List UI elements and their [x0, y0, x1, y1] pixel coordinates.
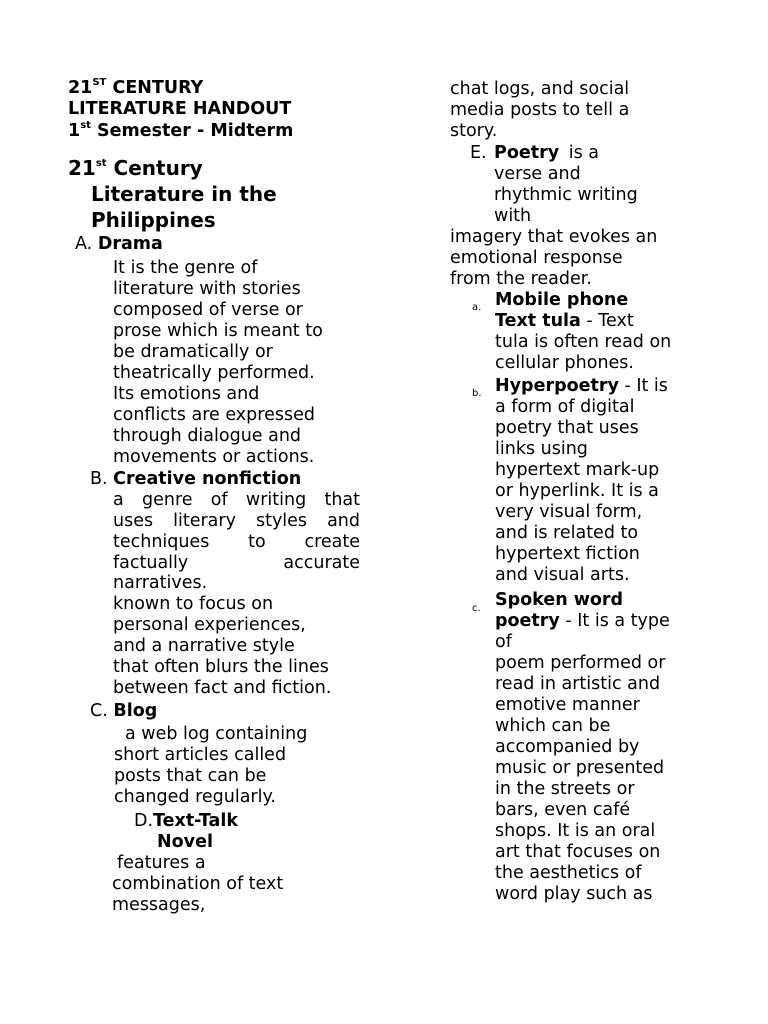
subitem-a-line: cellular phones. [495, 353, 634, 373]
poetry-line: from the reader. [450, 269, 592, 289]
subitem-c-line: of [495, 632, 512, 652]
texttalk-heading [134, 811, 238, 832]
blog-line: a web log containing [125, 724, 308, 744]
subitem-c-line: emotive manner [495, 695, 640, 715]
subitem-c-line: accompanied by [495, 737, 640, 757]
texttalk-line: combination of text [112, 874, 284, 894]
subitem-c-line: poem performed or [495, 653, 666, 673]
subitem-c-line: which can be [495, 716, 611, 736]
nonfiction-title: Creative nonfiction [113, 469, 302, 489]
poetry-line: verse and [494, 164, 581, 184]
poetry-title-rest: is a [568, 143, 599, 163]
blog-heading [90, 701, 157, 722]
subitem-b-line: and visual arts. [495, 565, 630, 585]
drama-line: It is the genre of [113, 258, 258, 278]
subitem-b-line: very visual form, [495, 502, 643, 522]
nonfiction-line: known to focus on [113, 594, 274, 614]
poetry-heading [494, 143, 599, 164]
texttalk-line: messages, [112, 895, 206, 915]
subitem-c-marker: c. [472, 603, 481, 614]
nonfiction-justified-body [113, 490, 360, 574]
drama-heading [75, 234, 163, 255]
drama-line: movements or actions. [113, 447, 315, 467]
subitem-b-body [495, 397, 659, 586]
right-intro-line: chat logs, and social [450, 79, 630, 99]
subitem-c-body [495, 632, 665, 905]
section-heading-line-2: Literature in the [91, 182, 277, 206]
subitem-b-marker: b. [472, 388, 482, 399]
subitem-c-line: the aesthetics of [495, 863, 642, 883]
subitem-b-line: hypertext fiction [495, 544, 640, 564]
nonfiction-line: between fact and fiction. [113, 678, 332, 698]
section-heading-line-1: 21st Century [68, 156, 203, 180]
poetry-body [450, 227, 657, 290]
subitem-c-line: music or presented [495, 758, 665, 778]
subitem-c-line: shops. It is an oral [495, 821, 656, 841]
nonfiction-heading [90, 469, 301, 490]
subitem-c-line: bars, even café [495, 800, 631, 820]
poetry-title: Poetry [494, 143, 560, 163]
subitem-a-line: tula is often read on [495, 332, 672, 352]
texttalk-marker: D. [134, 811, 154, 831]
poetry-marker: E. [470, 143, 487, 163]
subitem-b-line: and is related to [495, 523, 639, 543]
drama-line: theatrically performed. [113, 363, 315, 383]
nonfiction-line: and a narrative style [113, 636, 295, 656]
handout-subtitle-semester: 1st Semester - Midterm [68, 120, 294, 141]
poetry-line: with [494, 206, 532, 226]
drama-body [113, 258, 323, 468]
subitem-c-title-line-2: poetry - It is a type [495, 611, 670, 631]
subitem-a-body [495, 332, 671, 374]
nonfiction-line: a genre of writing that [113, 490, 360, 510]
subitem-c-line: read in artistic and [495, 674, 661, 694]
poetry-indented-body [494, 164, 638, 227]
subitem-c-line: art that focuses on [495, 842, 661, 862]
nonfiction-line: uses literary styles and [113, 511, 360, 531]
subitem-a-title-line-2: Text tula - Text [495, 311, 634, 331]
nonfiction-line: factually accurate [113, 553, 360, 573]
subitem-b-line: hypertext mark-up [495, 460, 660, 480]
subitem-b-line: poetry that uses [495, 418, 639, 438]
subitem-b-line: links using [495, 439, 588, 459]
poetry-line: rhythmic writing [494, 185, 638, 205]
texttalk-line: features a [117, 853, 206, 873]
drama-marker: A. [75, 234, 93, 254]
poetry-line: emotional response [450, 248, 623, 268]
texttalk-body [112, 874, 283, 916]
blog-marker: C. [90, 701, 108, 721]
blog-title: Blog [113, 701, 158, 721]
texttalk-title: Text-Talk [153, 811, 239, 831]
subitem-b-line: a form of digital [495, 397, 635, 417]
subitem-c-line: word play such as [495, 884, 653, 904]
blog-line: short articles called [114, 745, 287, 765]
subitem-b-title-line: Hyperpoetry - It is [495, 376, 668, 396]
subitem-c-line: in the streets or [495, 779, 635, 799]
poetry-line: imagery that evokes an [450, 227, 658, 247]
subitem-a-title: Mobile phone [495, 290, 629, 310]
blog-body [114, 745, 286, 808]
handout-title-line-2: LITERATURE HANDOUT [68, 99, 292, 119]
subitem-a-marker: a. [472, 302, 482, 313]
drama-line: be dramatically or [113, 342, 273, 362]
subitem-b-title: Hyperpoetry [495, 376, 619, 396]
texttalk-title-line-2: Novel [157, 832, 213, 852]
nonfiction-marker: B. [90, 469, 108, 489]
right-intro-body [450, 79, 629, 142]
subitem-b-line: or hyperlink. It is a [495, 481, 659, 501]
handout-title-line-1: 21ST CENTURY [68, 77, 204, 98]
drama-line: conflicts are expressed [113, 405, 315, 425]
drama-line: composed of verse or [113, 300, 303, 320]
drama-line: through dialogue and [113, 426, 302, 446]
drama-line: Its emotions and [113, 384, 260, 404]
drama-line: prose which is meant to [113, 321, 323, 341]
right-intro-line: story. [450, 121, 498, 141]
drama-title: Drama [97, 234, 163, 254]
blog-line: changed regularly. [114, 787, 276, 807]
nonfiction-line: that often blurs the lines [113, 657, 329, 677]
nonfiction-body [113, 573, 331, 699]
drama-line: literature with stories [113, 279, 301, 299]
nonfiction-line: personal experiences, [113, 615, 306, 635]
subitem-c-title: Spoken word [495, 590, 624, 610]
nonfiction-line: narratives. [113, 573, 208, 593]
blog-line: posts that can be [114, 766, 267, 786]
nonfiction-line: techniques to create [113, 532, 360, 552]
section-heading-line-3: Philippines [91, 208, 216, 232]
right-intro-line: media posts to tell a [450, 100, 630, 120]
